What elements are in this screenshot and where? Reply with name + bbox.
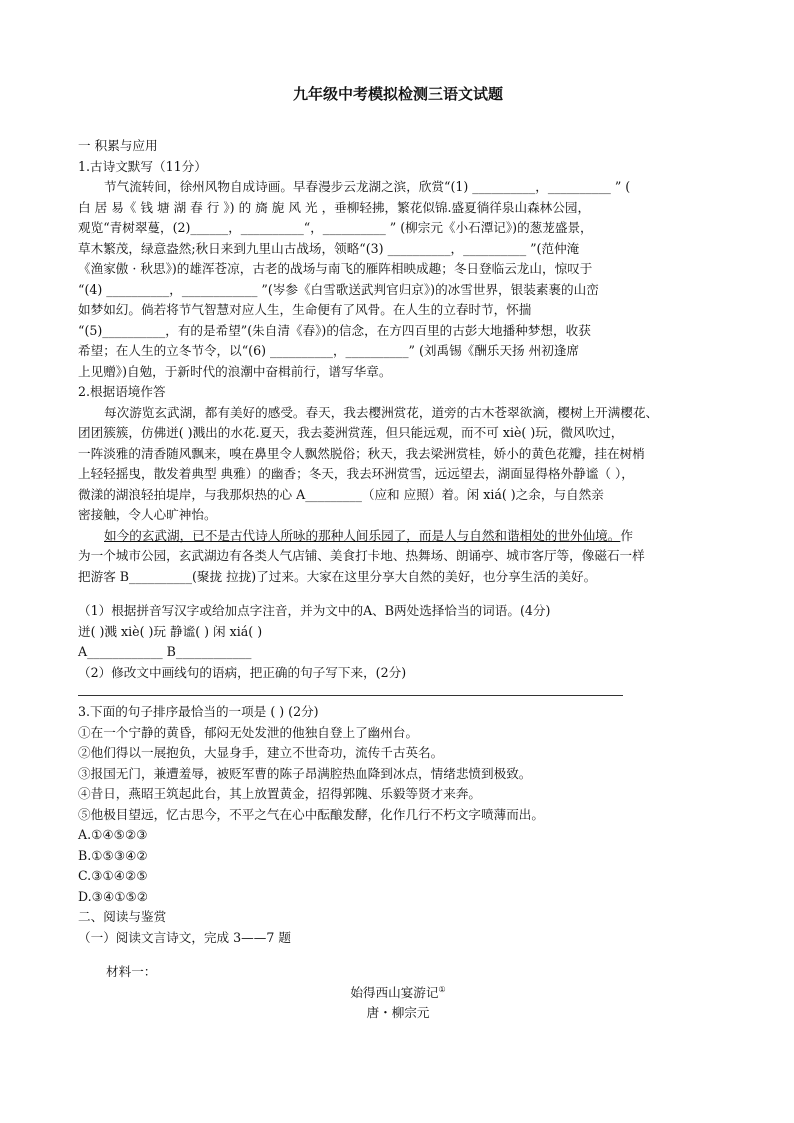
question-1-line: 上见赠》)自勉，于新时代的浪潮中奋楫前行，谱写华章。 [78, 363, 392, 379]
question-2-sub1-ab: A____________ B____________ [78, 644, 252, 659]
question-2-line: 团团簇簇，仿佛迸( )溅出的水花.夏天，我去菱洲赏莲，但只能远观，而不可 xiè( )玩，微风吹过， [78, 425, 624, 440]
question-1-line: 白 居 易《 钱 塘 湖 春 行 》) 的 旖 旎 风 光 ，垂柳轻拂，繁花似锦.盛夏徜徉泉山森林公园， [78, 199, 591, 215]
question-2-sub2: （2）修改文中画线句的语病，把正确的句子写下来，(2分) [78, 664, 407, 680]
question-2-sub1: （1）根据拼音写汉字或给加点字注音，并为文中的A、B两处选择恰当的词语。(4分) [78, 603, 551, 618]
question-2-line: 微漾的湖浪轻拍堤岸，与我那炽热的心 A_________（应和 应照）着。闲 xiá( )之余，与自然亲 [78, 486, 604, 502]
question-1-line: 希望；在人生的立冬节令，以“(6) __________，__________” (刘禹锡《酬乐天扬 州初逢席 [78, 343, 580, 358]
section-heading-1: 一 积累与应用 [78, 138, 158, 153]
footnote-marker: ① [438, 984, 446, 994]
question-1-label: 1.古诗文默写（11分） [78, 158, 207, 174]
poem-title-text: 始得西山宴游记 [350, 984, 439, 1000]
poem-author: 唐・柳宗元 [366, 1005, 430, 1020]
question-3-sentence: ①在一个宁静的黄昏，郁闷无处发泄的他独自登上了幽州台。 [78, 724, 419, 740]
question-3-option-b: B.①⑤③④② [78, 847, 148, 863]
part-1-heading: （一）阅读文言诗文，完成 3——7 题 [78, 929, 291, 945]
question-2-label: 2.根据语境作答 [78, 384, 166, 399]
poem-title [78, 983, 718, 1004]
document-body [78, 136, 718, 1024]
question-2-line: 密接触，令人心旷神怡。 [78, 507, 217, 522]
question-3-sentence: ④昔日，燕昭王筑起此台，其上放置黄金，招得郭隗、乐毅等贤才来奔。 [78, 786, 481, 801]
question-3-option-c: C.③①④②⑤ [78, 868, 148, 883]
question-1-line: 如梦如幻。倘若将节气智慧对应人生，生命便有了风骨。在人生的立春时节，怀揣 [78, 302, 532, 317]
question-2-line: 为一个城市公园，玄武湖边有各类人气店铺、美食打卡地、热舞场、朗诵亭、城市客厅等，像磁石一样 [78, 548, 645, 563]
underlined-sentence: 如今的玄武湖，已不是古代诗人所咏的那种人间乐园了，而是人与自然和谐相处的世外仙境。 [104, 527, 621, 543]
question-1-line: 草木繁茂，绿意盎然;秋日来到九里山古战场，领略“(3) __________，__________ ”(范仲淹 [78, 240, 580, 256]
answer-line [78, 683, 623, 696]
material-label: 材料一： [106, 964, 157, 979]
question-3-label: 3.下面的句子排序最恰当的一项是 ( ) (2分) [78, 704, 319, 719]
document-title: 九年级中考模拟检测三语文试题 [292, 85, 503, 103]
question-1-line: “(5)__________，有的是希望”(朱自清《春》)的信念，在方四百里的古彭大地播种梦想，收获 [78, 322, 591, 338]
underline-continuation: 作 [620, 527, 633, 543]
section-heading-2: 二、阅读与鉴赏 [78, 909, 167, 924]
question-2-line: 一阵淡雅的清香随风飘来，嗅在鼻里令人飘然脱俗；秋天，我去梁洲赏桂，娇小的黄色花瓣，挂在树梢 [78, 445, 645, 461]
question-3-option-d: D.③④①⑤② [78, 888, 149, 904]
question-1-line: 节气流转间，徐州风物自成诗画。早春漫步云龙湖之滨，欣赏“(1) __________，__________ ” ( [104, 179, 631, 194]
question-1-line: 观览“青树翠蔓，(2)______，__________“，__________ ” (柳宗元《小石潭记》)的葱茏盛景， [78, 220, 593, 235]
question-2-underlined-paragraph [78, 526, 718, 547]
question-3-sentence: ②他们得以一展抱负，大显身手，建立不世奇功，流传千古英名。 [78, 745, 444, 760]
question-2-line: 上轻轻摇曳，散发着典型 典雅）的幽香；冬天，我去环洲赏雪，远远望去，湖面显得格外静谧（ ）， [78, 466, 634, 481]
question-3-option-a: A.①④⑤②③ [78, 827, 148, 842]
question-1-line: “(4) __________，____________ ”(岑参《白雪歌送武判官归京》)的冰雪世界，银装素裹的山峦 [78, 281, 599, 297]
question-2-line: 每次游览玄武湖，都有美好的感受。春天，我去樱洲赏花，道旁的古木苍翠欲滴，樱树上开满樱花、 [104, 404, 659, 420]
question-2-sub1-answers: 迸( )溅 xiè( )玩 静谧( ) 闲 xiá( ) [78, 623, 263, 639]
question-3-sentence: ⑤他极目望远，忆古思今，不平之气在心中酝酿发酵，化作几行不朽文字喷薄而出。 [78, 806, 544, 822]
question-1-line: 《渔家傲 · 秋思》)的雄浑苍凉，古老的战场与南飞的雁阵相映成趣；冬日登临云龙山，惊叹于 [78, 261, 593, 276]
question-2-line: 把游客 B__________(聚拢 拉拢)了过来。大家在这里分享大自然的美好，也分享生活的美好。 [78, 568, 597, 584]
question-3-sentence: ③报国无门，兼遭羞辱，被贬军曹的陈子昂满腔热血降到冰点，情绪悲愤到极致。 [78, 765, 532, 781]
